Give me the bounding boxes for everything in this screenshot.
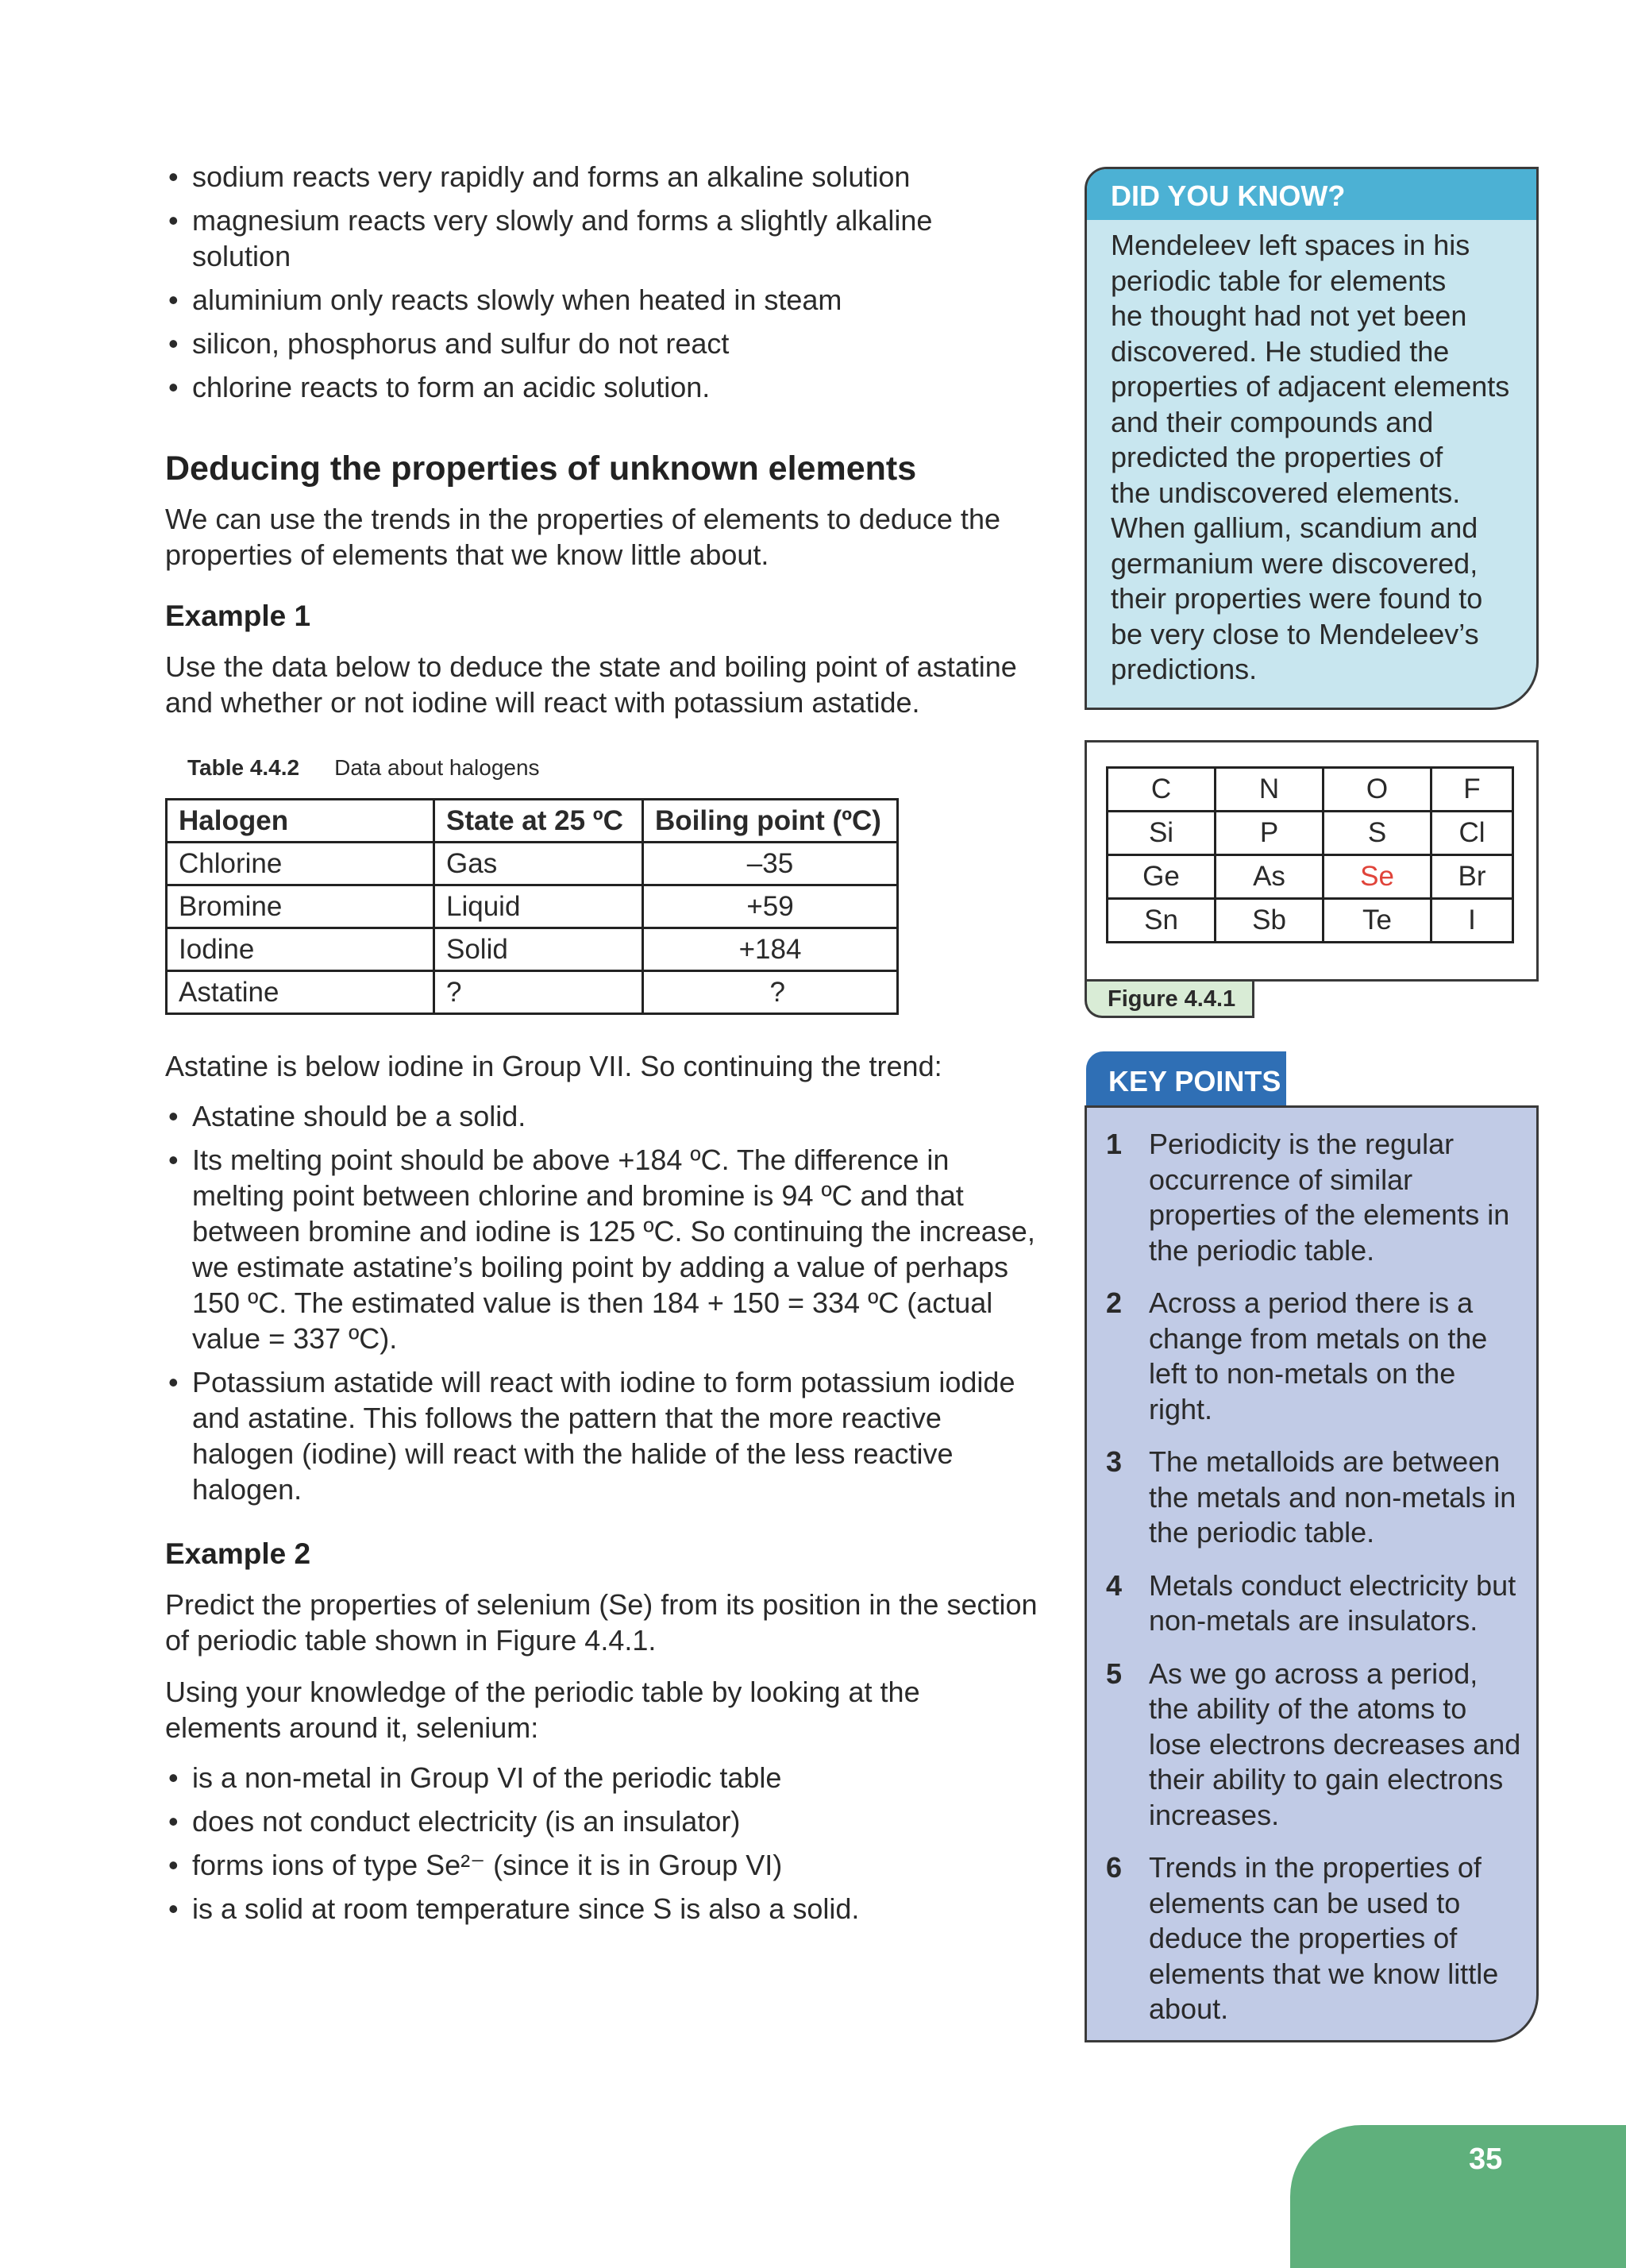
column-header: Boiling point (ºC) bbox=[643, 800, 898, 843]
intro-bullet-list bbox=[165, 159, 1038, 405]
figure-label: Figure 4.4.1 bbox=[1085, 982, 1254, 1018]
text-line: and their compounds and bbox=[1111, 405, 1434, 438]
item-number: 6 bbox=[1106, 1851, 1123, 1884]
element-cell: P bbox=[1216, 812, 1324, 855]
element-cell: C bbox=[1108, 768, 1216, 812]
table-cell: Astatine bbox=[167, 971, 434, 1014]
table-row bbox=[167, 885, 898, 928]
item-number: 5 bbox=[1106, 1657, 1123, 1690]
text-line: discovered. He studied the bbox=[1111, 334, 1450, 368]
item-text: Across a period there is a change from metals on the left to non-metals on the right. bbox=[1149, 1286, 1488, 1425]
element-cell: F bbox=[1431, 768, 1513, 812]
element-cell: S bbox=[1324, 812, 1431, 855]
example2-text2: Using your knowledge of the periodic table by looking at the elements around it, selenium: bbox=[165, 1676, 920, 1744]
table-cell: ? bbox=[434, 971, 643, 1014]
element-cell: Sb bbox=[1216, 899, 1324, 943]
list-item: • aluminium only reacts slowly when heated in steam bbox=[165, 282, 1038, 318]
list-item: • does not conduct electricity (is an insulator) bbox=[165, 1803, 1038, 1839]
text-line: properties of adjacent elements bbox=[1111, 370, 1510, 403]
text-line: When gallium, scandium and bbox=[1111, 511, 1478, 544]
item-text: Trends in the properties of elements can be used to deduce the properties of elements that we know little about. bbox=[1149, 1851, 1499, 2025]
element-cell: Sn bbox=[1108, 899, 1216, 943]
table-label: Table 4.4.2 bbox=[187, 755, 300, 780]
text-line: he thought had not yet been bbox=[1111, 299, 1467, 332]
list-item bbox=[1106, 1286, 1524, 1427]
example2-bullet-list bbox=[165, 1760, 1038, 1927]
example2-heading: Example 2 bbox=[165, 1537, 311, 1570]
did-you-know-text bbox=[1087, 220, 1536, 688]
list-item: • sodium reacts very rapidly and forms an alkaline solution bbox=[165, 159, 1038, 195]
text-line: predictions. bbox=[1111, 653, 1258, 685]
element-cell: O bbox=[1324, 768, 1431, 812]
did-you-know-title: DID YOU KNOW? bbox=[1087, 169, 1536, 220]
item-text: As we go across a period, the ability of the atoms to lose electrons decreases and their ability to gain electrons increases. bbox=[1149, 1657, 1521, 1831]
text-line: the undiscovered elements. bbox=[1111, 476, 1461, 509]
list-item bbox=[1106, 1444, 1524, 1551]
example1-bullet-list bbox=[165, 1098, 1038, 1507]
item-number: 1 bbox=[1106, 1128, 1123, 1160]
element-cell: Te bbox=[1324, 899, 1431, 943]
element-cell: As bbox=[1216, 855, 1324, 899]
periodic-table-section bbox=[1106, 766, 1514, 943]
table-row bbox=[1108, 855, 1513, 899]
table-row bbox=[1108, 812, 1513, 855]
table-cell: Solid bbox=[434, 928, 643, 971]
page-number: 35 bbox=[1469, 2143, 1503, 2176]
text-line: germanium were discovered, bbox=[1111, 546, 1478, 580]
text-line: predicted the properties of bbox=[1111, 441, 1443, 473]
table-row bbox=[167, 971, 898, 1014]
element-cell: Ge bbox=[1108, 855, 1216, 899]
figure-box bbox=[1085, 740, 1539, 982]
element-cell: I bbox=[1431, 899, 1513, 943]
example2-text: Predict the properties of selenium (Se) from its position in the section of periodic table shown in Figure 4.4.1. bbox=[165, 1588, 1038, 1657]
list-item: • Astatine should be a solid. bbox=[165, 1098, 1038, 1134]
list-item: • is a non-metal in Group VI of the periodic table bbox=[165, 1760, 1038, 1796]
item-number: 4 bbox=[1106, 1568, 1123, 1602]
table-title: Data about halogens bbox=[334, 755, 540, 780]
section-intro: We can use the trends in the properties of elements to deduce the properties of elements that we know little about. bbox=[165, 503, 1000, 571]
table-row bbox=[167, 928, 898, 971]
element-cell: Si bbox=[1108, 812, 1216, 855]
page-number-tab bbox=[1290, 2125, 1626, 2268]
main-column bbox=[165, 159, 1038, 1934]
element-cell: Br bbox=[1431, 855, 1513, 899]
list-item bbox=[1106, 1127, 1524, 1268]
text-line: Mendeleev left spaces in his bbox=[1111, 229, 1470, 261]
table-cell: –35 bbox=[643, 843, 898, 885]
table-header-row bbox=[167, 800, 898, 843]
element-cell: Cl bbox=[1431, 812, 1513, 855]
table-cell: +184 bbox=[643, 928, 898, 971]
list-item: • Its melting point should be above +184 ºC. The difference in melting point between chlorine and bromine is 94 ºC and that between bromine and iodine is 125 ºC. So continuing the increase, we estimate astatine’s boiling point by adding a value of perhaps 150 ºC. The estimated value is then 184 + 150 = 334 ºC (actual value = 337 ºC). bbox=[165, 1142, 1038, 1356]
table-cell: ? bbox=[643, 971, 898, 1014]
halogen-data-table bbox=[165, 798, 899, 1015]
element-cell: N bbox=[1216, 768, 1324, 812]
item-number: 3 bbox=[1106, 1445, 1123, 1478]
key-points-title: KEY POINTS bbox=[1086, 1051, 1286, 1105]
element-cell-selenium: Se bbox=[1324, 855, 1431, 899]
text-line: be very close to Mendeleev’s bbox=[1111, 617, 1479, 650]
table-cell: Bromine bbox=[167, 885, 434, 928]
list-item: • is a solid at room temperature since S is also a solid. bbox=[165, 1891, 1038, 1927]
text-line: their properties were found to bbox=[1111, 582, 1483, 615]
key-points-list bbox=[1087, 1108, 1536, 2027]
item-number: 2 bbox=[1106, 1286, 1123, 1319]
section-heading: Deducing the properties of unknown elements bbox=[165, 449, 917, 488]
table-cell: Iodine bbox=[167, 928, 434, 971]
did-you-know-box bbox=[1085, 167, 1539, 710]
list-item bbox=[1106, 1657, 1524, 1834]
column-header: Halogen bbox=[167, 800, 434, 843]
example1-heading: Example 1 bbox=[165, 600, 311, 632]
example1-lead: Astatine is below iodine in Group VII. So continuing the trend: bbox=[165, 1050, 942, 1082]
key-points-box bbox=[1085, 1105, 1539, 2042]
table-caption bbox=[187, 755, 1038, 781]
list-item: • silicon, phosphorus and sulfur do not react bbox=[165, 326, 1038, 361]
list-item: • magnesium reacts very slowly and forms a slightly alkaline solution bbox=[165, 202, 1038, 274]
text-line: periodic table for elements bbox=[1111, 264, 1447, 297]
list-item: • chlorine reacts to form an acidic solution. bbox=[165, 369, 1038, 405]
list-item: • Potassium astatide will react with iodine to form potassium iodide and astatine. This follows the pattern that the more reactive halogen (iodine) will react with the halide of the less reactive halogen. bbox=[165, 1364, 1038, 1507]
item-text: The metalloids are between the metals and non-metals in the periodic table. bbox=[1149, 1445, 1516, 1549]
example1-text: Use the data below to deduce the state and boiling point of astatine and whether or not iodine will react with potassium astatide. bbox=[165, 650, 1017, 719]
table-row bbox=[1108, 768, 1513, 812]
list-item: • forms ions of type Se²⁻ (since it is in Group VI) bbox=[165, 1847, 1038, 1883]
table-row bbox=[167, 843, 898, 885]
table-cell: Chlorine bbox=[167, 843, 434, 885]
table-row bbox=[1108, 899, 1513, 943]
table-cell: Liquid bbox=[434, 885, 643, 928]
item-text: Metals conduct electricity but non-metals are insulators. bbox=[1149, 1568, 1516, 1637]
item-text: Periodicity is the regular occurrence of similar properties of the elements in the periodic table. bbox=[1149, 1128, 1510, 1267]
list-item bbox=[1106, 1568, 1524, 1639]
table-cell: +59 bbox=[643, 885, 898, 928]
column-header: State at 25 ºC bbox=[434, 800, 643, 843]
list-item bbox=[1106, 1850, 1524, 2027]
table-cell: Gas bbox=[434, 843, 643, 885]
